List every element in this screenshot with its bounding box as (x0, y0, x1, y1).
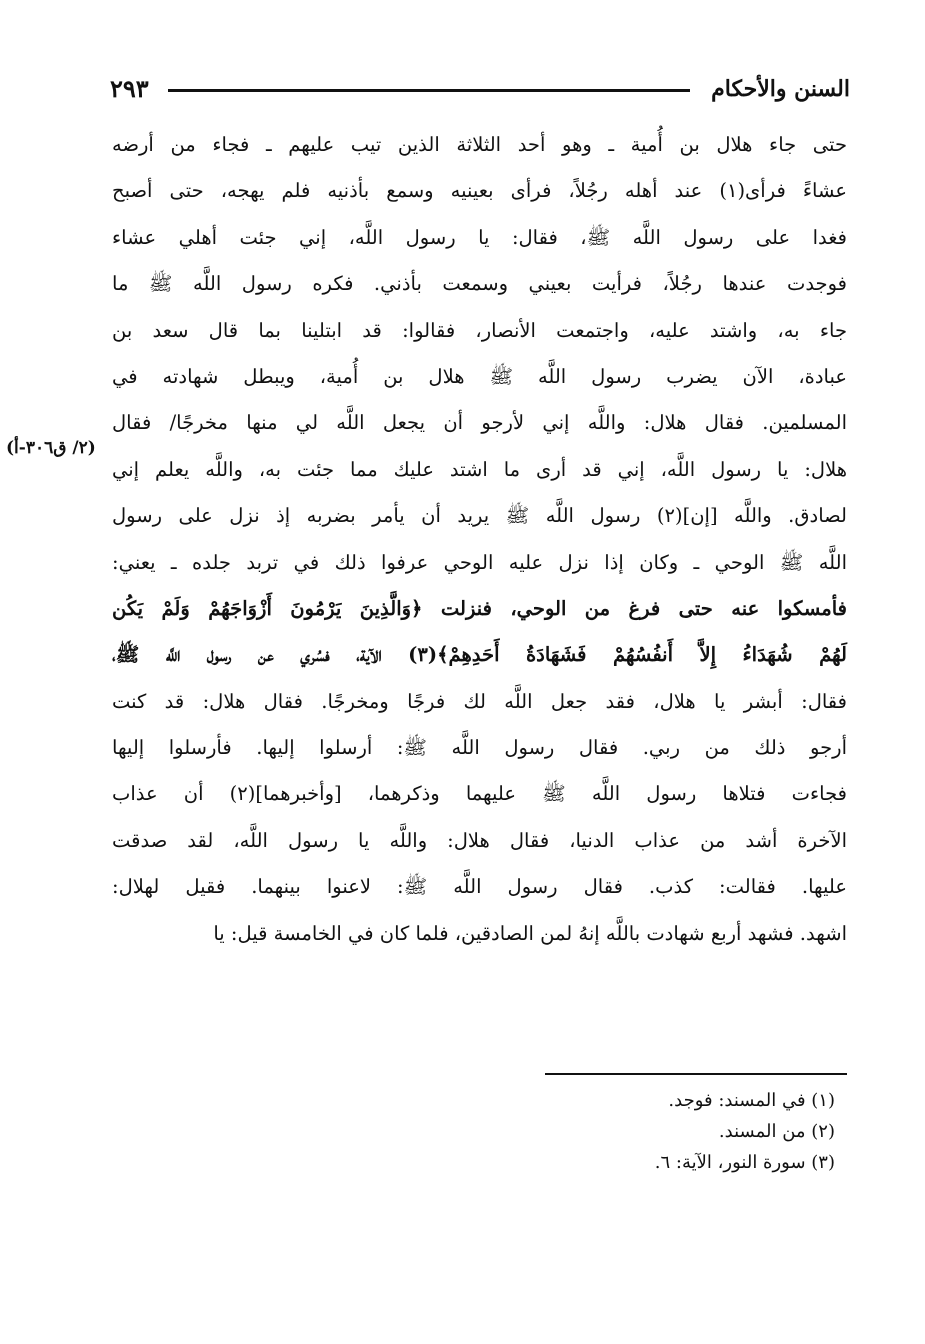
text-line-5: جاء به، واشتد عليه، واجتمعت الأنصار، فقالوا: قد ابتلينا بما قال سعد بن (112, 318, 847, 342)
text-line-2: عشاءً فرأى(١) عند أهله رجُلاً، فرأى بعينيه وسمع بأذنيه فلم يهجه، حتى أصبح (112, 179, 847, 203)
text-line-7: المسلمين. فقال هلال: واللَّه إني لأرجو أن يجعل اللَّه لي منها مخرجًا/ فقال (112, 411, 847, 435)
text-line-1: حتى جاء هلال بن أُمية ـ وهو أحد الثلاثة الذين تيب عليهم ـ فجاء من أرضه (112, 133, 847, 156)
margin-note: (٢/ ق٣٠٦-أ) (6, 438, 96, 458)
footnote-separator (545, 1073, 847, 1075)
page-header (110, 72, 850, 106)
text-line-17: عليها. فقالت: كذب. فقال رسول اللَّه ﷺ: لاعنوا بينهما. فقيل لهلال: (112, 875, 847, 899)
text-line-8: هلال: يا رسول اللَّه، إني قد أرى ما اشتد عليك مما جئت به، واللَّه يعلم إني (112, 457, 847, 481)
text-line-11: فأمسكوا عنه حتى فرغ من الوحي، فنزلت ﴿وَالَّذِينَ يَرْمُونَ أَزْوَاجَهُمْ وَلَمْ يَكُن (112, 596, 847, 620)
footnote-2: (٢) من المسند. (718, 1121, 835, 1142)
text-line-15: فجاءت فتلاها رسول اللَّه ﷺ عليهما وذكرهما، [وأخبرهما](٢) أن عذاب (112, 782, 847, 806)
footnote-1: (١) في المسند: فوجد. (668, 1090, 835, 1111)
text-line-16: الآخرة أشد من عذاب الدنيا، فقال هلال: واللَّه يا رسول اللَّه، لقد صدقت (112, 828, 847, 852)
text-line-14: أرجو ذلك من ربي. فقال رسول اللَّه ﷺ: أرسلوا إليها. فأرسلوا إليها (112, 736, 847, 760)
footnote-3: (٣) سورة النور، الآية: ٦. (654, 1152, 835, 1173)
running-title: السنن والأحكام (711, 76, 850, 102)
text-line-4: فوجدت عندها رجُلاً، فرأيت بعيني وسمعت بأذني. فكره رسول اللَّه ﷺ ما (112, 272, 847, 296)
text-line-13: فقال: أبشر يا هلال، فقد جعل اللَّه لك فرجًا ومخرجًا. فقال هلال: قد كنت (112, 689, 847, 713)
page-number: ٢٩٣ (110, 74, 149, 103)
text-line-18: اشهد. فشهد أربع شهادت باللَّه إنهُ لمن الصادقين، فلما كان في الخامسة قيل: يا (213, 921, 847, 945)
text-line-6: عبادة، الآن يضرب رسول اللَّه ﷺ هلال بن أُمية، ويبطل شهادته في (112, 364, 847, 388)
text-line-12: لَهُمْ شُهَدَاءُ إِلاَّ أَنفُسُهُمْ فَشَهَادَةُ أَحَدِهِمْ﴾(٣) الآية، فسُري عن رسول اللَّه ﷺ، (112, 643, 847, 667)
header-rule (168, 89, 690, 92)
text-line-3: فغدا على رسول اللَّه ﷺ، فقال: يا رسول اللَّه، إني جئت أهلي عشاء (112, 225, 847, 249)
text-line-10: اللَّه ﷺ الوحي ـ وكان إذا نزل عليه الوحي عرفوا ذلك في تربد جلده ـ يعني: (112, 550, 847, 574)
text-line-9: لصادق. واللَّه [إن](٢) رسول اللَّه ﷺ يريد أن يأمر بضربه إذ نزل على رسول (112, 504, 847, 528)
footnotes (435, 1085, 835, 1178)
body-text (112, 122, 847, 957)
